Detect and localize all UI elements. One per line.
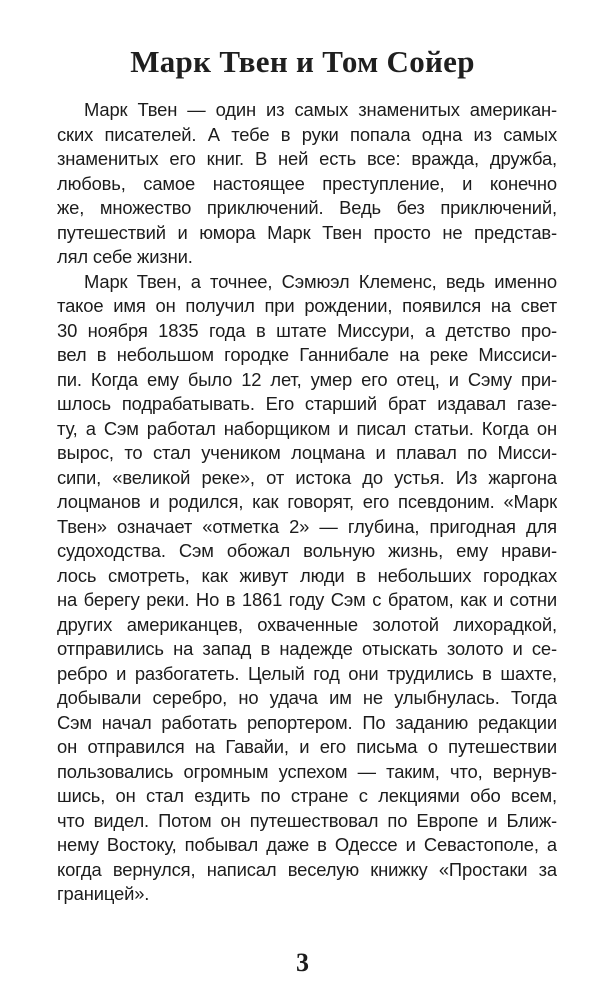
- text-line: такое имя он получил при рождении, появился на свет: [57, 295, 557, 316]
- text-line: ту, а Сэм работал наборщиком и писал статьи. Когда он: [57, 417, 557, 439]
- paragraph: [57, 98, 557, 270]
- text-line: Сэм начал работать репортером. По заданию редакции: [57, 711, 557, 733]
- paragraph: [57, 270, 557, 907]
- text-line: лял себе жизни.: [57, 246, 193, 267]
- text-line: нему Востоку, побывал даже в Одессе и Севастополе, а: [57, 834, 557, 855]
- text-line: вел в небольшом городке Ганнибале на реке Миссиси-: [57, 344, 557, 365]
- page-number: 3: [296, 948, 309, 977]
- text-line: пи. Когда ему было 12 лет, умер его отец, и Сэму при-: [57, 368, 557, 390]
- text-line: отправились на запад в надежде отыскать золото и се-: [57, 638, 557, 659]
- text-line: же, множество приключений. Ведь без приключений,: [57, 197, 557, 218]
- text-line: Марк Твен, а точнее, Сэмюэл Клеменс, ведь именно: [84, 270, 557, 292]
- text-line: любовь, самое настоящее преступление, и конечно: [57, 172, 557, 194]
- text-line: ребро и разбогатеть. Целый год они трудились в шахте,: [57, 662, 557, 684]
- text-line: шлось подрабатывать. Его старший брат издавал газе-: [57, 393, 557, 414]
- text-line: 30 ноября 1835 года в штате Миссури, а детство про-: [57, 319, 557, 341]
- text-line: границей».: [57, 883, 150, 904]
- text-line: лоцманов и родился, как говорят, его псевдоним. «Марк: [57, 491, 557, 512]
- text-line: добывали серебро, но удача им не улыбнулась. Тогда: [57, 687, 557, 708]
- text-line: лось смотреть, как живут люди в небольших городках: [57, 564, 557, 586]
- text-line: на берегу реки. Но в 1861 году Сэм с братом, как и сотни: [57, 589, 557, 610]
- text-line: когда вернулся, написал веселую книжку «Простаки за: [57, 858, 557, 880]
- text-line: судоходства. Сэм обожал вольную жизнь, ему нрави-: [57, 540, 557, 561]
- text-line: он отправился на Гавайи, и его письма о путешествии: [57, 736, 557, 757]
- chapter-title: Марк Твен и Том Сойер: [130, 44, 475, 79]
- text-line: шись, он стал ездить по стране с лекциями обо всем,: [57, 785, 557, 806]
- text-line: ских писателей. А тебе в руки попала одна из самых: [57, 123, 557, 145]
- text-line: пользовались огромным успехом — таким, что, вернув-: [57, 760, 557, 782]
- text-line: что видел. Потом он путешествовал по Европе и Ближ-: [57, 809, 557, 831]
- text-line: Твен» означает «отметка 2» — глубина, пригодная для: [57, 515, 557, 537]
- text-line: путешествий и юмора Марк Твен просто не представ-: [57, 221, 557, 243]
- text-line: знаменитых его книг. В ней есть все: вражда, дружба,: [57, 148, 557, 169]
- text-line: сипи, «великой реке», от истока до устья. Из жаргона: [57, 466, 557, 488]
- text-line: вырос, то стал учеником лоцмана и плавал по Мисси-: [57, 442, 557, 463]
- text-line: Марк Твен — один из самых знаменитых американ-: [84, 99, 557, 120]
- body-text: [57, 98, 557, 907]
- text-line: других американцев, охваченные золотой лихорадкой,: [57, 613, 557, 635]
